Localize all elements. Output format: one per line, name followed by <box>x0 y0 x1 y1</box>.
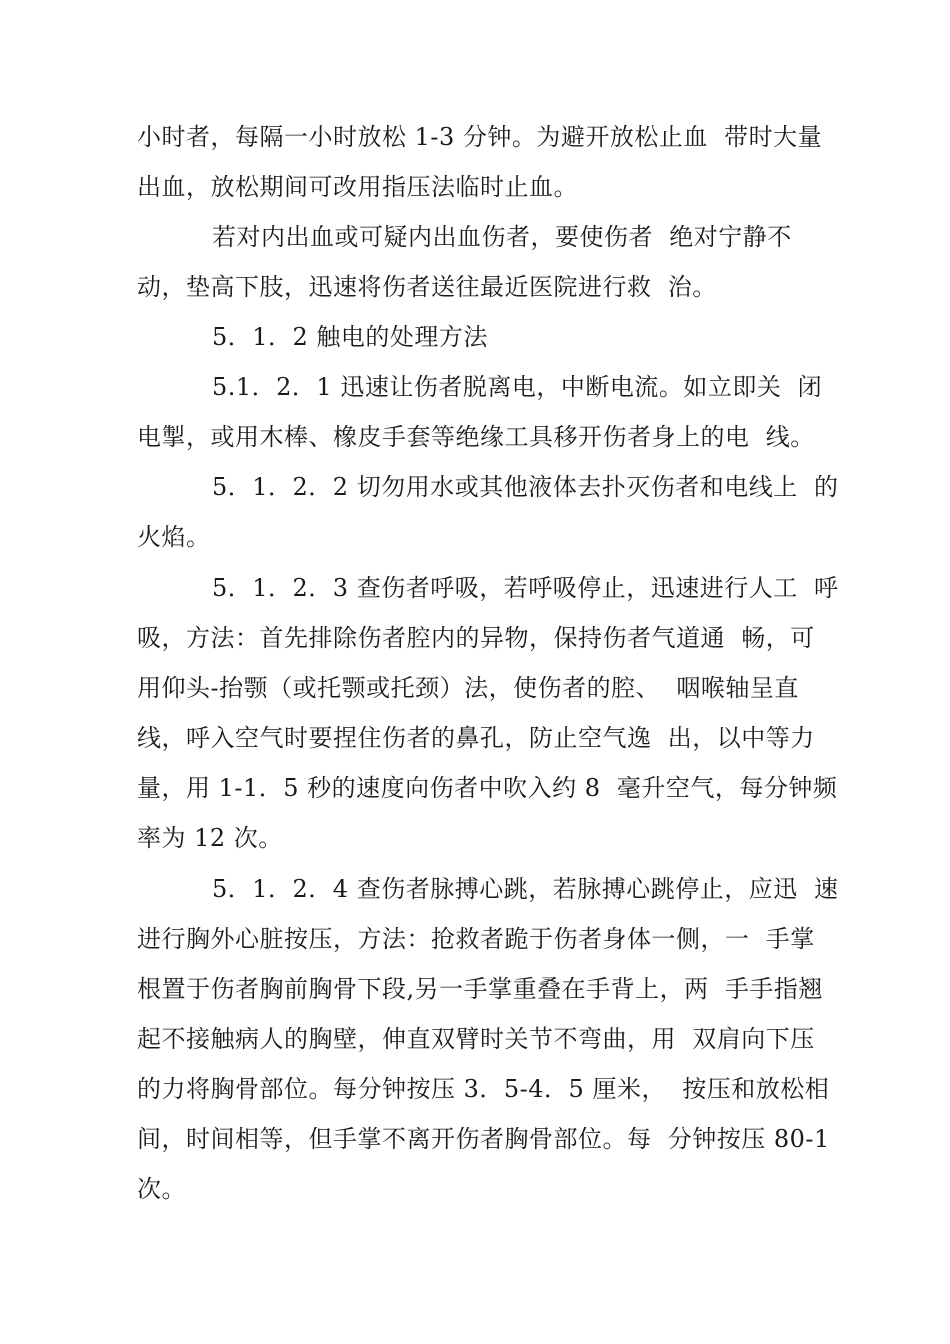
paragraph-start: 5．1．2．4 查伤者脉搏心跳，若脉搏心跳停止，应迅 速 <box>212 875 839 903</box>
paragraph-start: 5．1．2．2 切勿用水或其他液体去扑灭伤者和电线上 的 <box>212 473 839 501</box>
text-line: 根置于伤者胸前胸骨下段,另一手掌重叠在手背上，两 手手指翘 <box>137 975 823 1003</box>
text-line: 的力将胸骨部位。每分钟按压 3．5-4．5 厘米， 按压和放松相 <box>137 1075 830 1103</box>
text-line: 火焰。 <box>137 523 211 551</box>
text-line: 率为 12 次。 <box>137 824 283 852</box>
text-line: 吸，方法：首先排除伤者腔内的异物，保持伤者气道通 畅，可 <box>137 624 815 652</box>
text-line: 间，时间相等，但手掌不离开伤者胸骨部位。每 分钟按压 80-1 <box>137 1125 830 1153</box>
text-line: 量，用 1-1．5 秒的速度向伤者中吹入约 8 毫升空气，每分钟频 <box>137 774 838 802</box>
text-line: 起不接触病人的胸壁，伸直双臂时关节不弯曲，用 双肩向下压 <box>137 1025 815 1053</box>
text-line: 电掣，或用木棒、橡皮手套等绝缘工具移开伤者身上的电 线。 <box>137 423 815 451</box>
section-heading: 5．1．2 触电的处理方法 <box>212 323 488 351</box>
text-line: 出血，放松期间可改用指压法临时止血。 <box>137 173 578 201</box>
paragraph-start: 5.1．2．1 迅速让伤者脱离电，中断电流。如立即关 闭 <box>212 373 823 401</box>
paragraph-start: 若对内出血或可疑内出血伤者，要使伤者 绝对宁静不 <box>212 223 792 251</box>
text-line: 动，垫高下肢，迅速将伤者送往最近医院进行救 治。 <box>137 273 717 301</box>
text-line: 进行胸外心脏按压，方法：抢救者跪于伤者身体一侧，一 手掌 <box>137 925 815 953</box>
paragraph-start: 5．1．2．3 查伤者呼吸，若呼吸停止，迅速进行人工 呼 <box>212 574 839 602</box>
text-line: 用仰头-抬颚（或托颚或托颈）法，使伤者的腔、 咽喉轴呈直 <box>137 674 799 702</box>
text-line: 次。 <box>137 1175 186 1203</box>
text-line: 小时者，每隔一小时放松 1-3 分钟。为避开放松止血 带时大量 <box>137 123 823 151</box>
text-line: 线，呼入空气时要捏住伤者的鼻孔，防止空气逸 出，以中等力 <box>137 724 815 752</box>
